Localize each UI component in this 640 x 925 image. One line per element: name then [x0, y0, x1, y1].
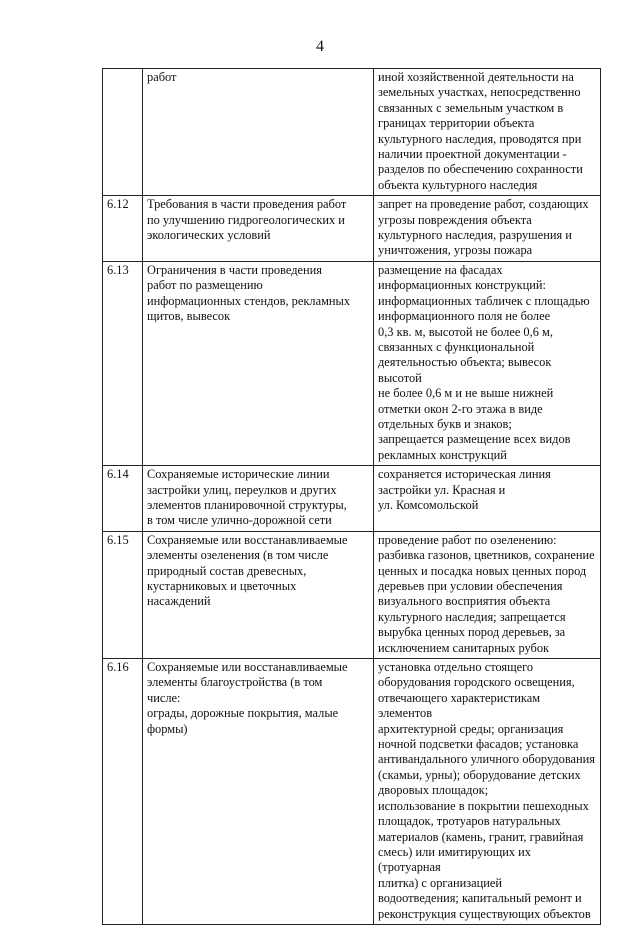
- table-row: [103, 69, 601, 196]
- row-number-text: 6.13: [107, 262, 129, 277]
- page-number: 4: [316, 38, 324, 55]
- row-requirement: [374, 261, 601, 465]
- table-row: [103, 196, 601, 262]
- row-number: [103, 531, 143, 658]
- row-requirement: [374, 466, 601, 532]
- row-requirement-text: запрет на проведение работ, создающих угрозы повреждения объекта культурного наследия, разрушения и уничтожения, угрозы пожара: [378, 197, 589, 258]
- row-name-text: Сохраняемые или восстанавливаемые элементы благоустройства (в том числе: ограды, дорожные покрытия, малые формы): [147, 660, 348, 736]
- row-requirement-text: сохраняется историческая линия застройки ул. Красная и ул. Комсомольской: [378, 467, 551, 512]
- row-name: [143, 531, 374, 658]
- row-name: [143, 69, 374, 196]
- row-name-text: Требования в части проведения работ по улучшению гидрогеологических и экологических условий: [147, 197, 347, 243]
- table-row: [103, 531, 601, 658]
- row-requirement: [374, 659, 601, 925]
- requirements-table: [102, 68, 601, 925]
- table-row: [103, 659, 601, 925]
- table-row: [103, 466, 601, 532]
- row-number-text: 6.14: [107, 467, 129, 482]
- row-name: [143, 261, 374, 465]
- row-name: [143, 659, 374, 925]
- row-number: [103, 69, 143, 196]
- row-number: [103, 196, 143, 262]
- row-number-text: 6.12: [107, 197, 129, 212]
- row-requirement: [374, 69, 601, 196]
- row-name-text: Сохраняемые или восстанавливаемые элементы озеленения (в том числе природный состав древесных, кустарниковых и цветочных насаждений: [147, 532, 348, 609]
- row-requirement: [374, 196, 601, 262]
- row-name-text: работ: [147, 70, 177, 84]
- row-requirement-text: установка отдельно стоящего оборудования городского освещения, отвечающего характеристикам элементов архитектурной среды; организация ночной подсветки фасадов; установка антивандального уличного оборудования (скамьи, урны); оборудование детских дворовых площадок; использование в покрытии пешеходных площадок, тротуаров натуральных материалов (камень, гранит, гравийная смесь) или имитирующих их (тротуарная плитка) с организацией водоотведения; капитальный ремонт и реконструкция существующих объектов: [378, 660, 596, 921]
- row-number-text: 6.15: [107, 532, 129, 547]
- table-body: [103, 69, 601, 925]
- row-requirement-text: проведение работ по озеленению: разбивка газонов, цветников, сохранение ценных и посадка новых ценных пород деревьев при условии обеспечения визуального восприятия объекта культурного наследия; запрещается вырубка ценных пород деревьев, за исключением санитарных рубок: [378, 532, 595, 655]
- table-row: [103, 261, 601, 465]
- row-number-text: 6.16: [107, 660, 129, 675]
- row-number: [103, 659, 143, 925]
- row-name-text: Сохраняемые исторические линии застройки улиц, переулков и других элементов планировочной структуры, в том числе улично-дорожной сети: [147, 467, 347, 528]
- row-number: [103, 261, 143, 465]
- row-name: [143, 196, 374, 262]
- row-requirement-text: иной хозяйственной деятельности на земельных участках, непосредственно связанных с земельным участком в границах территории объекта культурного наследия, проводятся при наличии проектной документации - разделов по обеспечению сохранности объекта культурного наследия: [378, 70, 583, 192]
- row-number: [103, 466, 143, 532]
- row-name: [143, 466, 374, 532]
- row-requirement: [374, 531, 601, 658]
- row-name-text: Ограничения в части проведения работ по размещению информационных стендов, рекламных щитов, вывесок: [147, 262, 351, 324]
- row-requirement-text: размещение на фасадах информационных конструкций: информационных табличек с площадью информационного поля не более 0,3 кв. м, высотой не более 0,6 м, связанных с функциональной деятельностью объекта; вывесок высотой не более 0,6 м и не выше нижней отметки окон 2-го этажа в виде отдельных букв и знаков; запрещается размещение всех видов рекламных конструкций: [378, 262, 590, 462]
